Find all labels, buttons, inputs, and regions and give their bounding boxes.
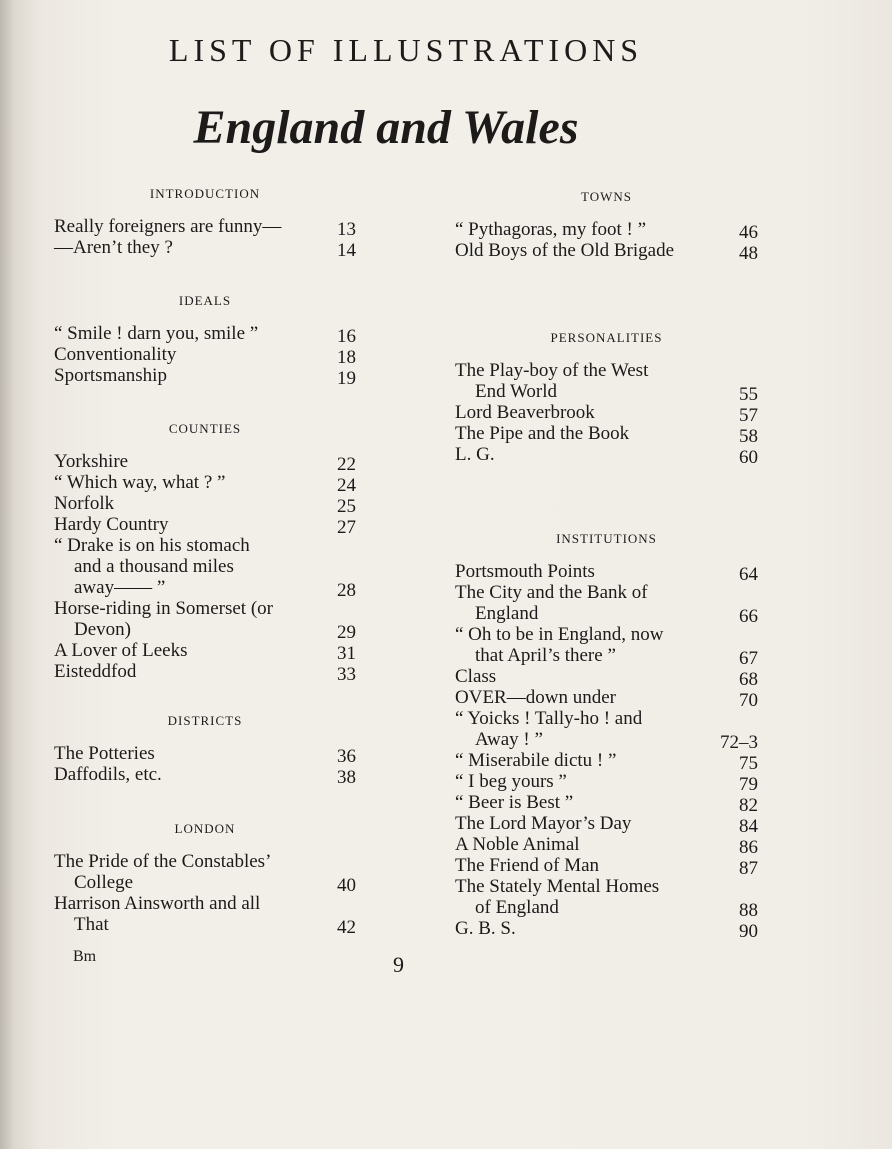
list-item xyxy=(455,624,758,669)
entry-page-number: 46 xyxy=(739,222,758,243)
entry-page-number: 70 xyxy=(739,690,758,711)
entry-title: Conventionality xyxy=(54,344,177,365)
entry-title: “ Smile ! darn you, smile ” xyxy=(54,323,259,344)
list-item xyxy=(455,771,758,795)
entry-page-number: 82 xyxy=(739,795,758,816)
entry-title: “ Oh to be in England, now xyxy=(455,624,664,645)
entry-title: Yorkshire xyxy=(54,451,129,472)
entry-title: The Pipe and the Book xyxy=(455,423,630,444)
list-item xyxy=(54,493,356,517)
entry-page-number: 55 xyxy=(739,384,758,405)
entry-page-number: 16 xyxy=(337,326,356,347)
entry-page-number: 57 xyxy=(739,405,758,426)
list-item xyxy=(54,237,356,261)
entry-title: Daffodils, etc. xyxy=(54,764,162,785)
entry-page-number: 38 xyxy=(337,767,356,788)
section-london xyxy=(54,821,356,938)
entry-page-number: 64 xyxy=(739,564,758,585)
page-number: 9 xyxy=(393,952,404,977)
list-item xyxy=(455,219,758,243)
entry-title: OVER—down under xyxy=(455,687,616,708)
entry-page-number: 40 xyxy=(337,875,356,896)
entry-title: —Aren’t they ? xyxy=(54,237,173,258)
entry-title: The Play-boy of the West xyxy=(455,360,649,381)
section-towns xyxy=(455,189,758,264)
list-item xyxy=(455,402,758,426)
entry-title: The Lord Mayor’s Day xyxy=(455,813,632,834)
section-heading: TOWNS xyxy=(581,189,632,204)
entry-title: A Noble Animal xyxy=(455,834,580,855)
section-introduction xyxy=(54,186,356,261)
entry-title: L. G. xyxy=(455,444,495,465)
entry-title: Devon) xyxy=(74,619,131,640)
list-item xyxy=(54,764,356,788)
entry-page-number: 28 xyxy=(337,580,356,601)
entry-title: “ Beer is Best ” xyxy=(455,792,574,813)
entry-page-number: 66 xyxy=(739,606,758,627)
entry-title: Norfolk xyxy=(54,493,115,514)
section-heading: INSTITUTIONS xyxy=(556,531,657,546)
list-item xyxy=(54,451,356,475)
list-item xyxy=(54,661,356,685)
entry-title: Hardy Country xyxy=(54,514,169,535)
entry-title: England xyxy=(475,603,539,624)
entry-title: Eisteddfod xyxy=(54,661,137,682)
list-item xyxy=(455,855,758,879)
entry-page-number: 27 xyxy=(337,517,356,538)
list-item xyxy=(54,851,356,896)
list-item xyxy=(54,365,356,389)
entry-page-number: 13 xyxy=(337,219,356,240)
section-heading: DISTRICTS xyxy=(167,713,243,728)
entry-title: “ Miserabile dictu ! ” xyxy=(455,750,617,771)
list-item xyxy=(455,918,758,942)
list-item xyxy=(455,750,758,774)
list-item xyxy=(455,240,758,264)
section-heading: PERSONALITIES xyxy=(550,330,663,345)
entry-title: “ Yoicks ! Tally-ho ! and xyxy=(455,708,643,729)
section-counties xyxy=(54,421,356,685)
entry-page-number: 60 xyxy=(739,447,758,468)
list-item xyxy=(54,472,356,496)
list-item xyxy=(54,893,356,938)
list-item xyxy=(455,876,758,921)
entry-page-number: 67 xyxy=(739,648,758,669)
page-subtitle: England and Wales xyxy=(193,101,579,154)
list-item xyxy=(455,813,758,837)
list-item xyxy=(54,598,356,643)
list-item xyxy=(54,344,356,368)
entry-page-number: 29 xyxy=(337,622,356,643)
entry-title: Lord Beaverbrook xyxy=(455,402,595,423)
entry-page-number: 68 xyxy=(739,669,758,690)
entry-page-number: 79 xyxy=(739,774,758,795)
entry-page-number: 31 xyxy=(337,643,356,664)
entry-page-number: 48 xyxy=(739,243,758,264)
entry-title: and a thousand miles xyxy=(74,556,234,577)
entry-title: Away ! ” xyxy=(475,729,543,750)
entry-title: A Lover of Leeks xyxy=(54,640,188,661)
entry-title: The Pride of the Constables’ xyxy=(54,851,272,872)
entry-page-number: 72–3 xyxy=(720,732,758,753)
list-item xyxy=(54,323,356,347)
entry-page-number: 86 xyxy=(739,837,758,858)
list-item xyxy=(54,743,356,767)
entry-title: Harrison Ainsworth and all xyxy=(54,893,261,914)
list-item xyxy=(54,514,356,538)
entry-page-number: 58 xyxy=(739,426,758,447)
section-heading: COUNTIES xyxy=(168,421,242,436)
entry-title: College xyxy=(74,872,134,893)
entry-page-number: 88 xyxy=(739,900,758,921)
entry-title: Class xyxy=(455,666,497,687)
entry-page-number: 87 xyxy=(739,858,758,879)
entry-page-number: 84 xyxy=(739,816,758,837)
entry-title: End World xyxy=(475,381,558,402)
entry-page-number: 75 xyxy=(739,753,758,774)
entry-page-number: 33 xyxy=(337,664,356,685)
entry-title: Sportsmanship xyxy=(54,365,167,386)
section-heading: IDEALS xyxy=(178,293,232,308)
list-item xyxy=(455,834,758,858)
entry-title: “ Which way, what ? ” xyxy=(54,472,226,493)
signature-mark: Bm xyxy=(73,948,97,965)
entry-title: Horse-riding in Somerset (or xyxy=(54,598,273,619)
entry-title: that April’s there ” xyxy=(475,645,616,666)
entry-page-number: 24 xyxy=(337,475,356,496)
section-heading: LONDON xyxy=(174,821,236,836)
entry-title: “ Pythagoras, my foot ! ” xyxy=(455,219,647,240)
page-title: LIST OF ILLUSTRATIONS xyxy=(168,32,644,68)
entry-page-number: 18 xyxy=(337,347,356,368)
entry-title: G. B. S. xyxy=(455,918,516,939)
entry-page-number: 90 xyxy=(739,921,758,942)
section-districts xyxy=(54,713,356,788)
entry-title: of England xyxy=(475,897,559,918)
list-item xyxy=(455,687,758,711)
entry-page-number: 22 xyxy=(337,454,356,475)
entry-page-number: 25 xyxy=(337,496,356,517)
entry-title: “ I beg yours ” xyxy=(455,771,567,792)
list-item xyxy=(455,561,758,585)
entry-title: The Friend of Man xyxy=(455,855,600,876)
list-item xyxy=(455,444,758,468)
entry-page-number: 36 xyxy=(337,746,356,767)
entry-page-number: 19 xyxy=(337,368,356,389)
list-item xyxy=(54,535,356,601)
entry-title: The City and the Bank of xyxy=(455,582,648,603)
section-heading: INTRODUCTION xyxy=(149,186,261,201)
list-item xyxy=(455,360,758,405)
list-item xyxy=(455,423,758,447)
section-personalities xyxy=(455,330,758,468)
list-item xyxy=(455,666,758,690)
entry-title: The Potteries xyxy=(54,743,155,764)
entry-title: away—— ” xyxy=(74,577,166,598)
list-item xyxy=(455,708,758,753)
list-item xyxy=(54,216,356,240)
list-item xyxy=(455,582,758,627)
entry-page-number: 14 xyxy=(337,240,356,261)
entry-title: Portsmouth Points xyxy=(455,561,595,582)
entry-title: The Stately Mental Homes xyxy=(455,876,660,897)
section-ideals xyxy=(54,293,356,389)
entry-page-number: 42 xyxy=(337,917,356,938)
list-item xyxy=(54,640,356,664)
entry-title: Really foreigners are funny— xyxy=(54,216,282,237)
entry-title: Old Boys of the Old Brigade xyxy=(455,240,675,261)
section-institutions xyxy=(455,531,758,942)
entry-title: That xyxy=(74,914,109,935)
list-item xyxy=(455,792,758,816)
entry-title: “ Drake is on his stomach xyxy=(54,535,250,556)
